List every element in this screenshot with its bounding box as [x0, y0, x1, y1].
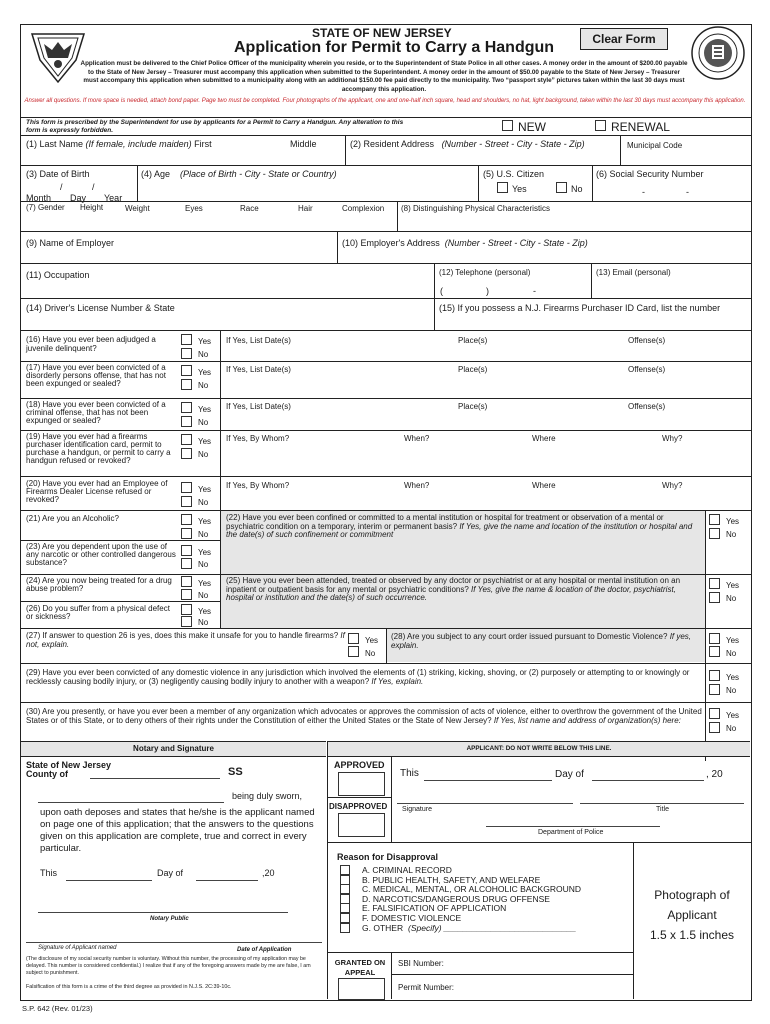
question-28: (28) Are you subject to any court order issued pursuant to Domestic Violence? If yes, explain. [391, 632, 692, 650]
question-27: (27) If answer to question 26 is yes, does this make it unsafe for you to handle firearms? If not, explain. [26, 631, 345, 649]
yes-label: Yes [198, 548, 212, 557]
notary-year: ,20 [262, 868, 275, 878]
question-25: (25) Have you ever been attended, treated or observed by any doctor or psychiatrist or at any hospital or mental institution on an inpatient or outpatient basis for any mental or psychiatric conditions? If Yes, give the name & location of the doctor, psychiatrist, hospital or institution and the date(s) of such occurrence. [226, 576, 681, 602]
permit-number-label: Permit Number: [398, 983, 455, 992]
sbi-number-label: SBI Number: [398, 959, 444, 968]
q26-yes-checkbox[interactable] [181, 604, 192, 615]
renewal-label: RENEWAL [611, 120, 670, 134]
if-yes-whom: If Yes, By Whom? [226, 434, 290, 443]
weight-label: Weight [125, 204, 150, 213]
q28-no-checkbox[interactable] [709, 646, 720, 657]
offenses-label: Offense(s) [628, 365, 666, 374]
notary-this: This [40, 868, 58, 878]
yes-label: Yes [198, 368, 212, 377]
field-15-label: (15) If you possess a N.J. Firearms Purchaser ID Card, list the number [439, 303, 721, 313]
yes-label: Yes [726, 517, 740, 526]
notary-day-of: Day of [157, 868, 184, 878]
q24-no-checkbox[interactable] [181, 589, 192, 600]
yes-label: Yes [198, 517, 212, 526]
q25-yes-checkbox[interactable] [709, 578, 720, 589]
field-14-label: (14) Driver's License Number & State [26, 303, 175, 313]
new-label: NEW [518, 120, 546, 134]
why-label: Why? [662, 434, 683, 443]
height-label: Height [80, 203, 104, 212]
phone-dash: - [533, 286, 536, 296]
when-label: When? [404, 481, 430, 490]
places-label: Place(s) [458, 365, 488, 374]
nj-state-seal-icon [690, 25, 746, 81]
ssn-dash: - [642, 187, 645, 197]
approved-this: This [400, 768, 419, 779]
yes-label: Yes [726, 636, 740, 645]
disapproved-box[interactable] [338, 813, 385, 837]
no-label: No [198, 381, 209, 390]
q25-no-checkbox[interactable] [709, 592, 720, 603]
field-12-label: (12) Telephone (personal) [439, 268, 531, 277]
q17-no-checkbox[interactable] [181, 379, 192, 390]
yes-label: Yes [198, 607, 212, 616]
question-30: (30) Are you presently, or have you ever been a member of any organization which advocates or approves the commission of acts of violence, either to overthrow the government of the United States or of this State, or to deny others of their rights under the Constitution of either the United States or the State of New Jersey? If Yes, list name and address of organization(s) here: [26, 707, 702, 725]
q19-yes-checkbox[interactable] [181, 434, 192, 445]
q22-yes-checkbox[interactable] [709, 514, 720, 525]
q28-yes-checkbox[interactable] [709, 633, 720, 644]
no-label: No [198, 591, 209, 600]
q29-no-checkbox[interactable] [709, 684, 720, 695]
falsification-notice: Falsification of this form is a crime of the third degree as provided in N.J.S. 2C:39-10c. [26, 984, 232, 990]
q20-no-checkbox[interactable] [181, 496, 192, 507]
field-1-label: (1) Last Name (If female, include maiden) First [26, 139, 212, 149]
field-11-label: (11) Occupation [26, 270, 90, 280]
when-label: When? [404, 434, 430, 443]
if-yes-dates: If Yes, List Date(s) [226, 365, 291, 374]
no-label: No [198, 350, 209, 359]
field-13-label: (13) Email (personal) [596, 268, 671, 277]
question-21: (21) Are you an Alcoholic? [26, 514, 119, 523]
dept-caption: Department of Police [538, 829, 604, 836]
photo-line-1: Photograph of [654, 888, 730, 902]
question-17: (17) Have you ever been convicted of a disorderly persons offense, that has not been expunged or sealed? [26, 363, 166, 388]
if-yes-dates: If Yes, List Date(s) [226, 336, 291, 345]
no-label: No [198, 530, 209, 539]
question-16: (16) Have you ever been adjudged a juvenile delinquent? [26, 335, 156, 353]
q21-no-checkbox[interactable] [181, 528, 192, 539]
granted-box[interactable] [338, 978, 385, 1000]
question-18: (18) Have you ever been convicted of a criminal offense, that has not been expunged or sealed? [26, 400, 166, 425]
phone-paren: ( [440, 286, 443, 296]
photo-line-3: 1.5 x 1.5 inches [649, 928, 735, 942]
places-label: Place(s) [458, 336, 488, 345]
q30-no-checkbox[interactable] [709, 722, 720, 733]
approved-label: APPROVED [334, 760, 385, 770]
field-8-label: (8) Distinguishing Physical Characteristics [401, 204, 550, 213]
approved-year: , 20 [706, 769, 723, 780]
reason-checkbox[interactable] [340, 913, 350, 923]
where-label: Where [532, 481, 556, 490]
ssn-dash: - [686, 187, 689, 197]
photo-line-2: Applicant [667, 908, 717, 922]
q30-yes-checkbox[interactable] [709, 708, 720, 719]
ssn-disclosure: (The disclosure of my social security number is voluntary. Without this number, the processing of my application may be delayed. This number is considered confidential.) I realize that if any of the foregoing answers made by me are false, I am subject to punishment. [26, 956, 311, 977]
q23-no-checkbox[interactable] [181, 558, 192, 569]
notary-county: County of [26, 769, 68, 779]
q29-yes-checkbox[interactable] [709, 670, 720, 681]
form-title: Application for Permit to Carry a Handgun [234, 39, 555, 56]
yes-label: Yes [198, 485, 212, 494]
applicant-signature-caption: Signature of Applicant named [38, 945, 117, 951]
no-label: No [726, 594, 737, 603]
question-19: (19) Have you ever had a firearms purchaser identification card, permit to purchase a handgun, or permit to carry a handgun refused or revoked? [26, 432, 171, 465]
places-label: Place(s) [458, 402, 488, 411]
hair-label: Hair [298, 204, 313, 213]
reason-checkbox[interactable] [340, 865, 350, 875]
yes-label: Yes [365, 636, 379, 645]
question-24: (24) Are you now being treated for a drug abuse problem? [26, 576, 172, 593]
question-23: (23) Are you dependent upon the use of any narcotic or other controlled dangerous substance? [26, 542, 176, 567]
reason-label: B. PUBLIC HEALTH, SAFETY, AND WELFARE [362, 874, 541, 885]
offenses-label: Offense(s) [628, 402, 666, 411]
title-caption: Title [656, 806, 669, 813]
name-input[interactable] [22, 150, 342, 163]
citizen-yes-label: Yes [512, 184, 527, 194]
municipal-code-label: Municipal Code [627, 141, 683, 150]
q16-no-checkbox[interactable] [181, 348, 192, 359]
if-yes-dates: If Yes, List Date(s) [226, 402, 291, 411]
why-label: Why? [662, 481, 683, 490]
photo-placeholder [634, 885, 750, 945]
q27-yes-checkbox[interactable] [348, 633, 359, 644]
state-police-badge-icon [30, 30, 86, 84]
reason-label: G. OTHER [362, 922, 404, 933]
no-label: No [726, 686, 737, 695]
reason-checkbox[interactable] [340, 875, 350, 885]
approved-day-of: Day of [555, 769, 584, 780]
dob-month: Month [26, 193, 52, 203]
q22-no-checkbox[interactable] [709, 528, 720, 539]
yes-label: Yes [198, 579, 212, 588]
offenses-label: Offense(s) [628, 336, 666, 345]
notary-oath: upon oath deposes and states that he/she is the applicant named on page one of this application; that the answers to the questions given on this application are complete, true and correct in every particular. [40, 807, 315, 854]
dob-slash: / [60, 182, 63, 192]
state-heading: STATE OF NEW JERSEY [312, 26, 452, 40]
prescribed-notice: This form is prescribed by the Superintendent for use by applicants for a Permit to Carry a Handgun. Any alteration to this form is expressly forbidden. [26, 119, 404, 134]
no-label: No [198, 450, 209, 459]
official-header: APPLICANT: DO NOT WRITE BELOW THIS LINE. [466, 745, 612, 752]
dob-day: Day [70, 193, 87, 203]
yes-label: Yes [726, 711, 740, 720]
q21-yes-checkbox[interactable] [181, 514, 192, 525]
field-2-label: (2) Resident Address (Number - Street - City - State - Zip) [350, 139, 585, 149]
q23-yes-checkbox[interactable] [181, 545, 192, 556]
no-label: No [198, 560, 209, 569]
no-label: No [365, 649, 376, 658]
field-3-label: (3) Date of Birth [26, 169, 90, 179]
yes-label: Yes [726, 581, 740, 590]
complexion-label: Complexion [342, 204, 385, 213]
field-7-label: (7) Gender [26, 203, 65, 212]
citizen-no-label: No [571, 184, 583, 194]
q19-no-checkbox[interactable] [181, 448, 192, 459]
q18-yes-checkbox[interactable] [181, 402, 192, 413]
field-9-label: (9) Name of Employer [26, 238, 115, 248]
field-6-label: (6) Social Security Number [596, 169, 704, 179]
red-notice: Answer all questions. If more space is needed, attach bond paper. Page two must be completed. Four photographs of the applicant, one and one-half inch square, head and shoulders, no hat, light background, taken within the last 30 days must accompany this application. [24, 98, 746, 104]
question-22: (22) Have you ever been confined or committed to a mental institution or hospital for treatment or observation of a mental or psychiatric condition on a temporary, interim or permanent basis? If Yes, give the name and location of the institution or hospital and the date(s) of such confinement or commitment [226, 513, 693, 539]
yes-label: Yes [198, 337, 212, 346]
race-label: Race [240, 204, 259, 213]
date-of-application-caption: Date of Application [237, 947, 292, 953]
reason-label: E. FALSIFICATION OF APPLICATION [362, 903, 507, 914]
reason-title: Reason for Disapproval [337, 852, 439, 862]
citizen-no-checkbox[interactable] [556, 182, 567, 193]
question-20: (20) Have you ever had an Employee of Firearms Dealer License refused or revoked? [26, 479, 168, 504]
field-4-label: (4) Age (Place of Birth - City - State or Country) [141, 169, 337, 179]
reason-checkbox[interactable] [340, 884, 350, 894]
q17-yes-checkbox[interactable] [181, 365, 192, 376]
address-input[interactable] [348, 150, 618, 163]
notary-public: Notary Public [150, 916, 189, 922]
reason-checkbox[interactable] [340, 894, 350, 904]
field-5-label: (5) U.S. Citizen [483, 169, 545, 179]
notary-state: State of New Jersey [26, 760, 112, 770]
no-label: No [726, 649, 737, 658]
phone-paren: ) [486, 286, 489, 296]
reason-label: C. MEDICAL, MENTAL, OR ALCOHOLIC BACKGROUND [362, 884, 581, 895]
field-1-middle: Middle [290, 139, 317, 149]
granted-on-appeal-label: GRANTED ON APPEAL [334, 958, 386, 977]
q18-no-checkbox[interactable] [181, 416, 192, 427]
no-label: No [726, 724, 737, 733]
new-checkbox[interactable] [502, 120, 513, 131]
dob-slash: / [92, 182, 95, 192]
field-10-label: (10) Employer's Address (Number - Street - City - State - Zip) [342, 238, 588, 248]
yes-label: Yes [198, 437, 212, 446]
no-label: No [198, 498, 209, 507]
disapproved-label: DISAPPROVED [329, 802, 388, 811]
q20-yes-checkbox[interactable] [181, 482, 192, 493]
yes-label: Yes [198, 405, 212, 414]
no-label: No [198, 418, 209, 427]
notary-header: Notary and Signature [133, 744, 214, 753]
eyes-label: Eyes [185, 204, 203, 213]
if-yes-whom: If Yes, By Whom? [226, 481, 290, 490]
question-29: (29) Have you ever been convicted of any domestic violence in any jurisdiction which involved the elements of (1) striking, kicking, shoving, or (2) purposely or attempting to or knowingly or recklessly causing bodily injury, or (3) negligently causing bodily injury to another with a weapon? If Yes, explain. [26, 668, 690, 686]
q27-no-checkbox[interactable] [348, 646, 359, 657]
notary-ss: SS [228, 766, 243, 778]
yes-label: Yes [726, 673, 740, 682]
q26-no-checkbox[interactable] [181, 616, 192, 627]
approved-box[interactable] [338, 772, 385, 796]
reason-label: A. CRIMINAL RECORD [362, 865, 452, 875]
form-number: S.P. 642 (Rev. 01/23) [22, 1004, 93, 1013]
reason-checkbox[interactable] [340, 923, 350, 933]
reason-label: D. NARCOTICS/DANGEROUS DRUG OFFENSE [362, 893, 550, 904]
dob-year: Year [104, 193, 123, 203]
clear-form-button[interactable]: Clear Form [580, 28, 668, 50]
reason-specify: (Specify) ____________________________ [408, 922, 577, 933]
q16-yes-checkbox[interactable] [181, 334, 192, 345]
no-label: No [726, 530, 737, 539]
notary-sworn: being duly sworn, [232, 791, 303, 801]
signature-caption: Signature [402, 806, 432, 813]
no-label: No [198, 618, 209, 627]
delivery-instructions: Application must be delivered to the Chief Police Officer of the municipality wherein you reside, or to the Superintendent of State Police in all other cases. A money order in the amount of $200.00 payable to the State of New Jersey – Treasurer must accompany this application when submitted to the Superintendent. A money order in the amount of $50.00 payable to the State of New Jersey – Treasurer must accompany this application when submitted to a municipality along with an additional $150.00 fee paid directly to the municipality. Two “passport style” pictures taken within the last 30 days must accompany this application. [80, 60, 688, 93]
reason-checkbox[interactable] [340, 903, 350, 913]
reason-label: F. DOMESTIC VIOLENCE [362, 913, 462, 923]
question-26: (26) Do you suffer from a physical defect or sickness? [26, 604, 170, 621]
where-label: Where [532, 434, 556, 443]
renewal-checkbox[interactable] [595, 120, 606, 131]
citizen-yes-checkbox[interactable] [497, 182, 508, 193]
q24-yes-checkbox[interactable] [181, 576, 192, 587]
